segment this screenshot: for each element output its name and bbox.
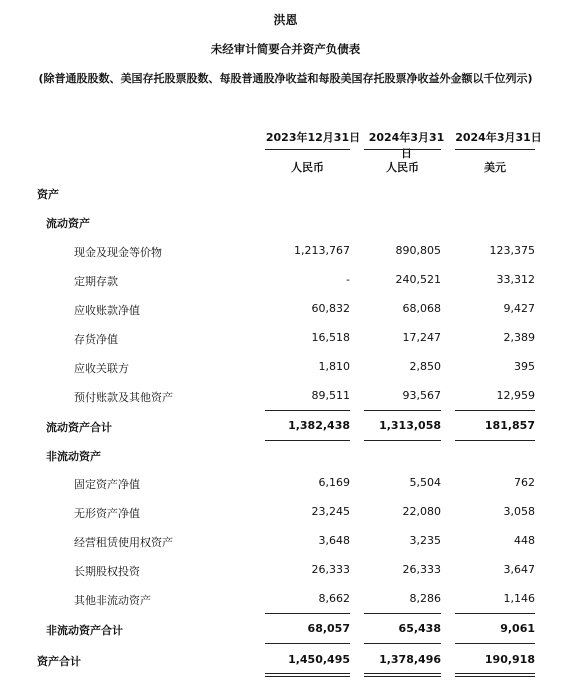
value-cell: 33,312 [496, 273, 535, 286]
col-2-date: 2024年3月31日 [368, 131, 445, 160]
col-3-header-rule [455, 149, 535, 150]
company-name: 洪恩 [273, 13, 298, 27]
section-assets [0, 186, 571, 202]
value-cell: 26,333 [311, 563, 350, 576]
value-cell: 60,832 [311, 302, 350, 315]
col-3-date: 2024年3月31日 [455, 131, 542, 144]
value-cell: 9,061 [500, 622, 535, 635]
table-row [0, 244, 571, 260]
col-1-currency: 人民币 [291, 161, 324, 174]
subtotal-rule [265, 613, 350, 614]
row-label: 定期存款 [74, 275, 118, 288]
subtotal-rule [364, 613, 441, 614]
section-noncurrent-assets [0, 448, 571, 464]
value-cell: 890,805 [395, 244, 441, 257]
value-cell: 68,068 [402, 302, 441, 315]
section-current-assets [0, 215, 571, 231]
table-row [0, 534, 571, 550]
row-label: 无形资产净值 [74, 507, 140, 520]
value-cell: 1,146 [503, 592, 535, 605]
double-rule [265, 673, 350, 674]
value-cell: 190,918 [484, 653, 535, 666]
section-label: 流动资产 [46, 217, 90, 230]
col-2-header-rule [364, 149, 441, 150]
row-label: 经营租赁使用权资产 [74, 536, 173, 549]
value-cell: - [346, 273, 350, 286]
col-1-header-rule [265, 149, 350, 150]
value-cell: 22,080 [402, 505, 441, 518]
value-cell: 123,375 [489, 244, 535, 257]
value-cell: 3,235 [409, 534, 441, 547]
total-rule [364, 440, 441, 441]
row-label: 应收关联方 [74, 362, 129, 375]
double-rule [364, 676, 441, 677]
value-cell: 1,378,496 [379, 653, 441, 666]
value-cell: 9,427 [503, 302, 535, 315]
current-assets-total-row [0, 419, 571, 435]
table-row [0, 331, 571, 347]
table-row [0, 563, 571, 579]
value-cell: 2,389 [503, 331, 535, 344]
table-row [0, 476, 571, 492]
total-rule [455, 440, 535, 441]
subtotal-rule [455, 613, 535, 614]
double-rule [455, 673, 535, 674]
total-rule [364, 643, 441, 644]
row-label: 资产合计 [37, 655, 81, 668]
row-label: 长期股权投资 [74, 565, 140, 578]
value-cell: 2,850 [409, 360, 441, 373]
table-row [0, 302, 571, 318]
value-cell: 3,647 [503, 563, 535, 576]
value-cell: 181,857 [484, 419, 535, 432]
value-cell: 68,057 [307, 622, 350, 635]
table-row [0, 273, 571, 289]
row-label: 现金及现金等价物 [74, 246, 162, 259]
row-label: 其他非流动资产 [74, 594, 151, 607]
value-cell: 1,810 [318, 360, 350, 373]
col-1-date: 2023年12月31日 [265, 131, 361, 144]
value-cell: 26,333 [402, 563, 441, 576]
table-row [0, 360, 571, 376]
table-row [0, 389, 571, 405]
value-cell: 6,169 [318, 476, 350, 489]
section-label: 资产 [37, 188, 59, 201]
value-cell: 1,213,767 [294, 244, 350, 257]
total-rule [265, 440, 350, 441]
total-assets-row [0, 653, 571, 669]
double-rule [455, 676, 535, 677]
value-cell: 395 [514, 360, 535, 373]
subtotal-rule [364, 410, 441, 411]
value-cell: 240,521 [395, 273, 441, 286]
double-rule [364, 673, 441, 674]
row-label: 预付账款及其他资产 [74, 391, 173, 404]
value-cell: 1,382,438 [288, 419, 350, 432]
statement-subtitle: (除普通股股数、美国存托股票股数、每股普通股净收益和每股美国存托股票净收益外金额以千位列示) [38, 72, 533, 85]
value-cell: 5,504 [409, 476, 441, 489]
value-cell: 1,450,495 [288, 653, 350, 666]
statement-title: 未经审计简要合并资产负债表 [210, 42, 361, 56]
table-row [0, 592, 571, 608]
table-row [0, 505, 571, 521]
section-label: 非流动资产 [46, 450, 101, 463]
value-cell: 448 [514, 534, 535, 547]
row-label: 存货净值 [74, 333, 118, 346]
subtotal-rule [265, 410, 350, 411]
value-cell: 93,567 [402, 389, 441, 402]
row-label: 流动资产合计 [46, 421, 112, 434]
value-cell: 1,313,058 [379, 419, 441, 432]
row-label: 非流动资产合计 [46, 624, 123, 637]
value-cell: 3,058 [503, 505, 535, 518]
value-cell: 762 [514, 476, 535, 489]
subtotal-rule [455, 410, 535, 411]
value-cell: 8,286 [409, 592, 441, 605]
value-cell: 65,438 [398, 622, 441, 635]
total-rule [455, 643, 535, 644]
row-label: 固定资产净值 [74, 478, 140, 491]
double-rule [265, 676, 350, 677]
col-3-currency: 美元 [484, 161, 506, 174]
value-cell: 12,959 [496, 389, 535, 402]
value-cell: 17,247 [402, 331, 441, 344]
row-label: 应收账款净值 [74, 304, 140, 317]
value-cell: 89,511 [311, 389, 350, 402]
noncurrent-assets-total-row [0, 622, 571, 638]
total-rule [265, 643, 350, 644]
value-cell: 8,662 [318, 592, 350, 605]
value-cell: 16,518 [311, 331, 350, 344]
col-2-currency: 人民币 [386, 161, 419, 174]
value-cell: 3,648 [318, 534, 350, 547]
value-cell: 23,245 [311, 505, 350, 518]
